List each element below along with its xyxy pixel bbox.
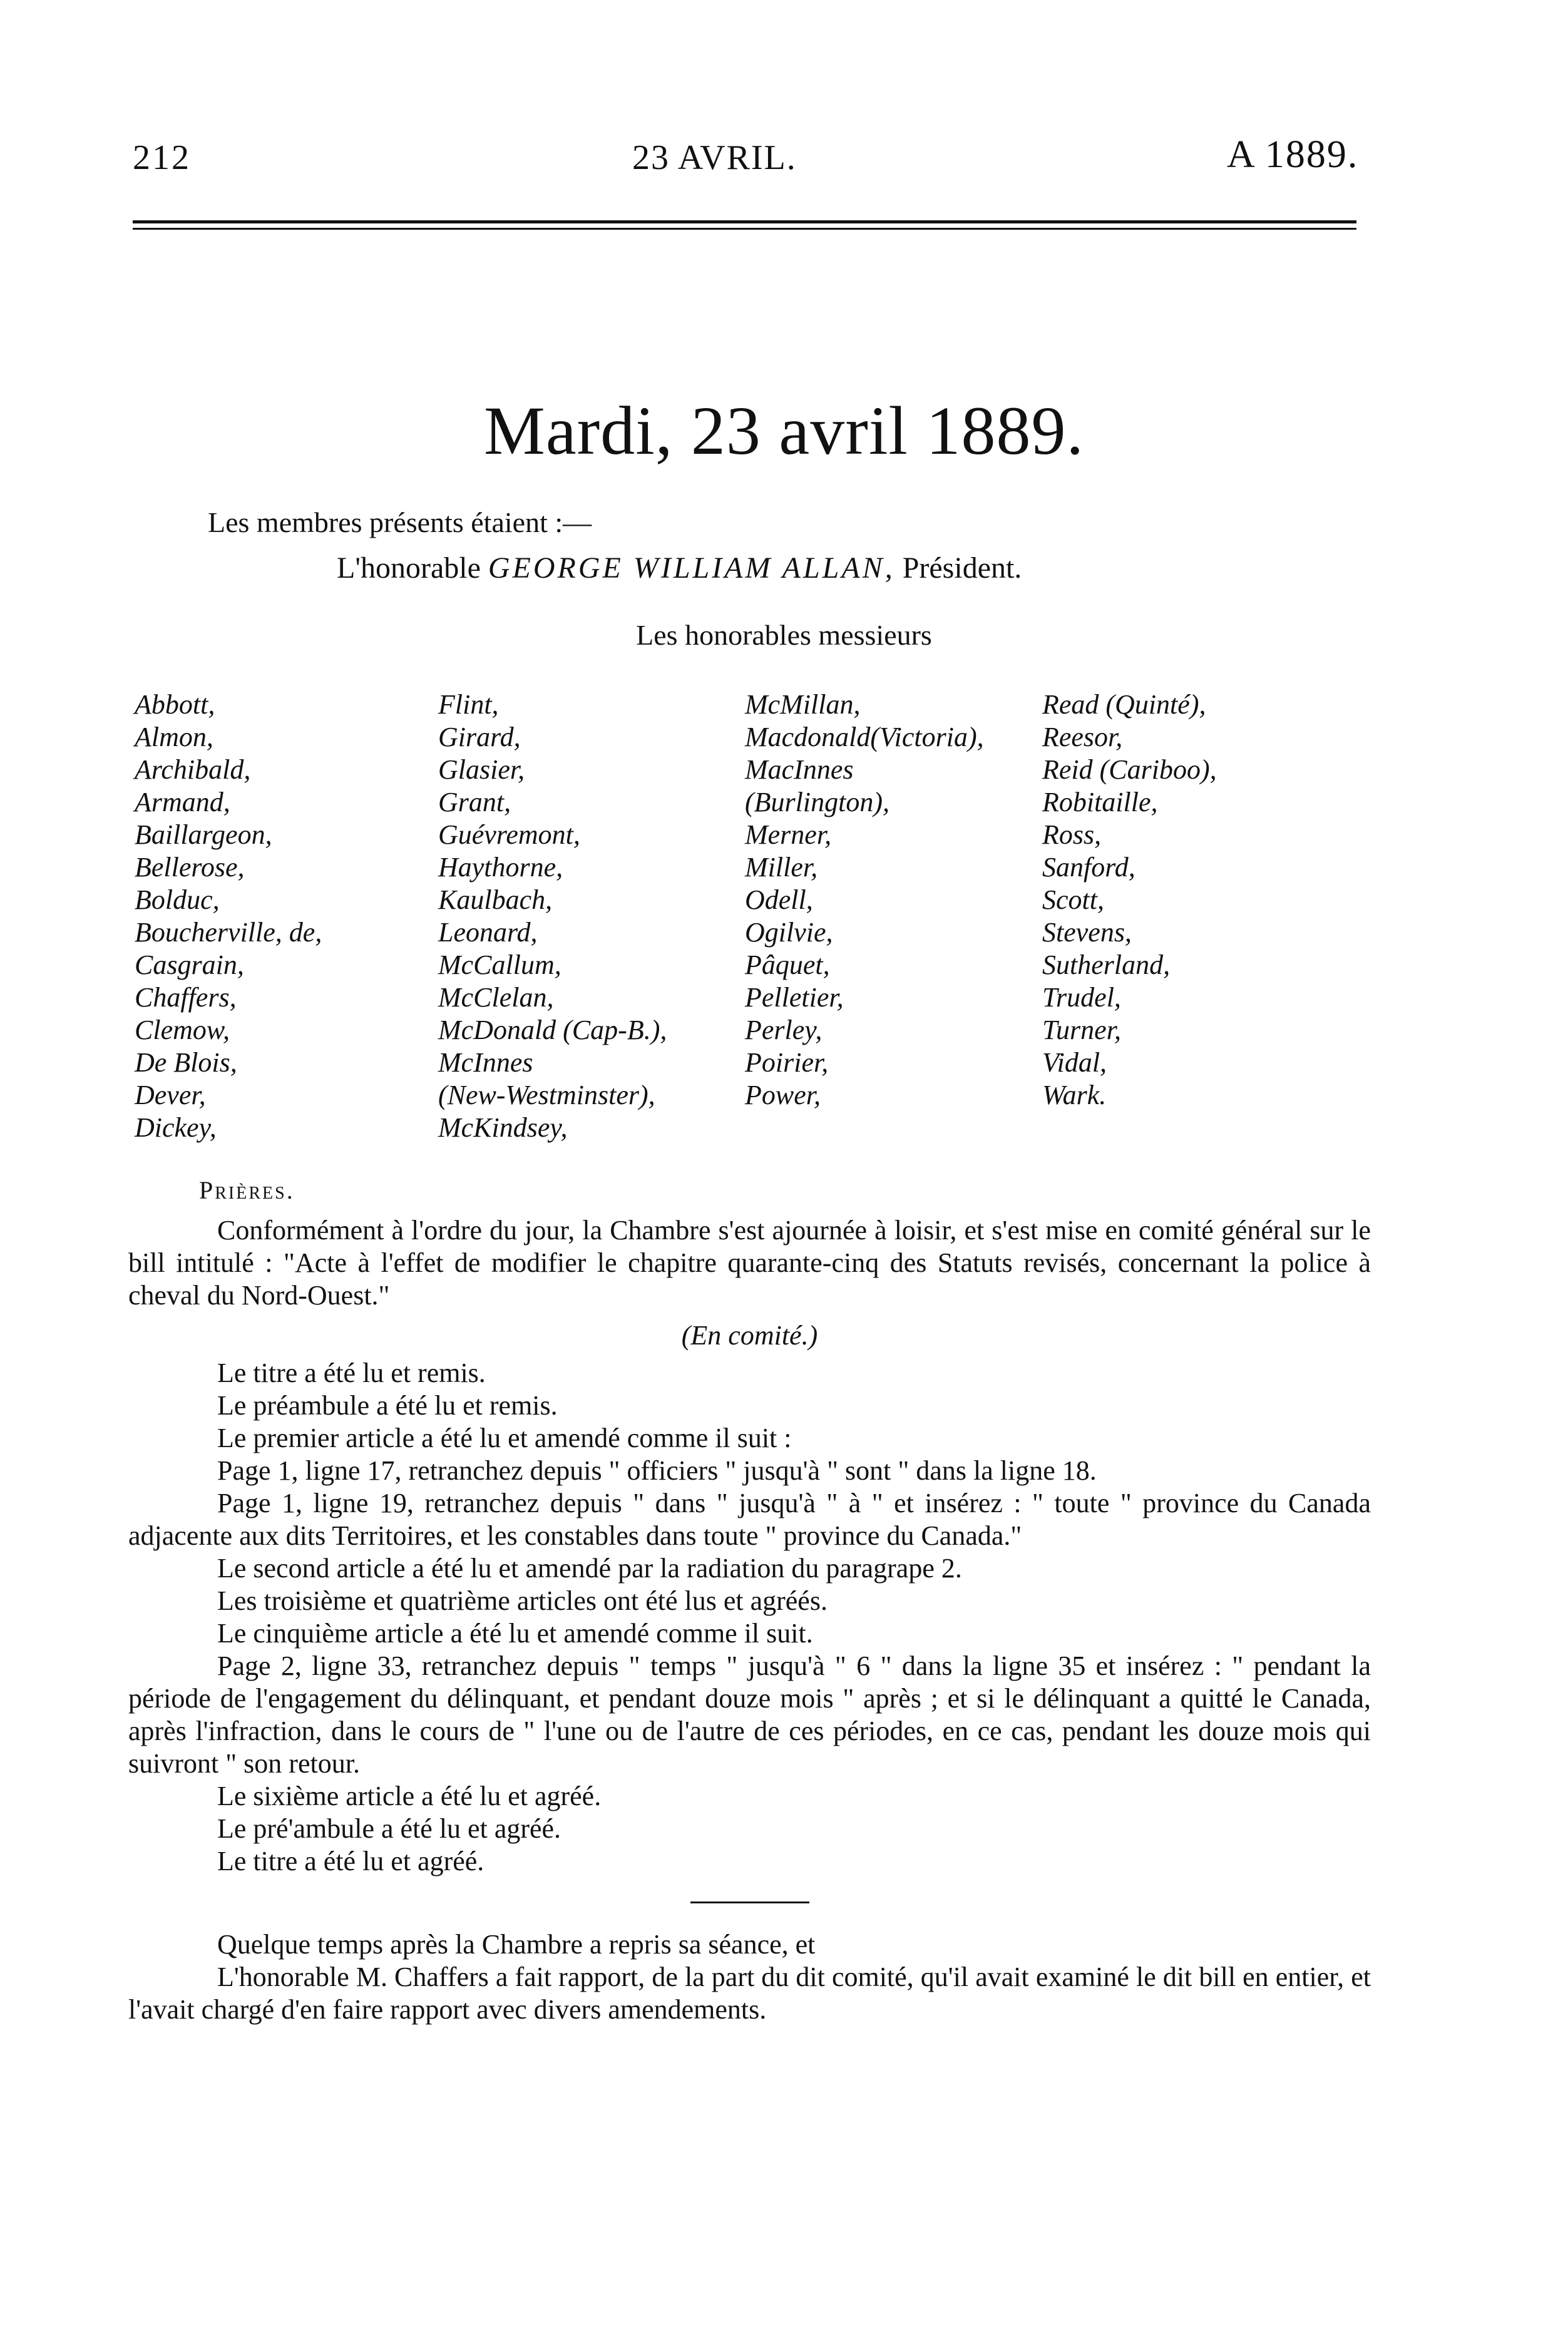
member-name: Haythorne,: [438, 852, 563, 883]
member-name: Armand,: [135, 787, 230, 817]
prieres-heading: Prières.: [199, 1176, 295, 1204]
member-name: Abbott,: [135, 689, 215, 720]
member-name: Bolduc,: [135, 884, 220, 915]
president-prefix: L'honorable: [337, 551, 481, 585]
header-rule-thin: [133, 228, 1356, 230]
member-name: Ogilvie,: [745, 917, 833, 948]
member-name: Stevens,: [1042, 917, 1132, 948]
member-name: Power,: [745, 1080, 821, 1110]
present-intro: Les membres présents étaient :—: [208, 506, 592, 538]
paragraph-page2-ligne33: Page 2, ligne 33, retranchez depuis " temps " jusqu'à " 6 " dans la ligne 35 et insérez : " pendant la période de l'engagement du délinquant, et pendant douze mois " après ; et si le délinquant a quitté le Canada, après l'infraction, dans le cours de " l'une ou de l'autre de ces périodes, en ce cas, pendant les douze mois qui suivront " son retour.: [128, 1651, 1371, 1779]
member-name: (Burlington),: [745, 787, 889, 817]
member-name: Dickey,: [135, 1112, 217, 1143]
member-name: De Blois,: [135, 1047, 237, 1078]
paragraph-ordre-du-jour: Conformément à l'ordre du jour, la Chambre s'est ajournée à loisir, et s'est mise en comité général sur le bill intitulé : "Acte à l'effet de modifier le chapitre quarante-cinq des Statuts revisés, concernant la police à cheval du Nord-Ouest.": [128, 1215, 1371, 1311]
member-name: McMillan,: [745, 689, 861, 720]
member-name: Wark.: [1042, 1080, 1107, 1110]
member-name: (New-Westminster),: [438, 1080, 655, 1110]
page-number: 212: [133, 138, 191, 177]
line-cinquieme-article: Le cinquième article a été lu et amendé comme il suit.: [217, 1618, 813, 1649]
section-separator: [690, 1901, 809, 1903]
messieurs-heading: Les honorables messieurs: [636, 619, 932, 651]
member-name: Perley,: [745, 1015, 822, 1045]
member-name: Vidal,: [1042, 1047, 1107, 1078]
member-name: Odell,: [745, 884, 813, 915]
header-date: 23 AVRIL.: [632, 138, 797, 177]
president-line: [337, 551, 1022, 585]
header-rule-thick: [133, 220, 1356, 223]
member-name: Sutherland,: [1042, 949, 1171, 980]
member-name: Guévremont,: [438, 819, 580, 850]
member-name: McDonald (Cap-B.),: [438, 1015, 667, 1045]
member-name: Leonard,: [438, 917, 538, 948]
member-name: Baillargeon,: [135, 819, 272, 850]
line-preambule-remis: Le préambule a été lu et remis.: [217, 1390, 558, 1421]
member-name: Kaulbach,: [438, 884, 553, 915]
line-titre-agree: Le titre a été lu et agréé.: [217, 1846, 484, 1876]
member-name: Boucherville, de,: [135, 917, 322, 948]
line-premier-article: Le premier article a été lu et amendé comme il suit :: [217, 1423, 792, 1453]
page-title: Mardi, 23 avril 1889.: [484, 392, 1084, 469]
member-name: Scott,: [1042, 884, 1104, 915]
member-name: Casgrain,: [135, 949, 244, 980]
member-name: MacInnes: [745, 754, 854, 785]
member-name: McClelan,: [438, 982, 554, 1013]
president-role: Président.: [902, 551, 1022, 585]
member-name: McCallum,: [438, 949, 561, 980]
member-name: Macdonald(Victoria),: [745, 722, 984, 752]
minutes-body: [128, 1214, 1371, 2026]
member-name: Read (Quinté),: [1042, 689, 1206, 720]
member-name: Merner,: [745, 819, 832, 850]
member-name: Girard,: [438, 722, 521, 752]
member-name: Pâquet,: [745, 949, 830, 980]
line-sixieme-article: Le sixième article a été lu et agréé.: [217, 1781, 602, 1811]
paragraph-page1-ligne19: Page 1, ligne 19, retranchez depuis " dans " jusqu'à " à " et insérez : " toute " province du Canada adjacente aux dits Territoires, et les constables dans toute " province du Canada.": [128, 1488, 1371, 1551]
member-name: Reid (Cariboo),: [1042, 754, 1217, 785]
member-name: Clemow,: [135, 1015, 230, 1045]
line-preambule-agree: Le pré'ambule a été lu et agréé.: [217, 1813, 561, 1844]
members-column-3: [745, 688, 984, 1112]
line-troisieme-quatrieme: Les troisième et quatrième articles ont été lus et agréés.: [217, 1585, 828, 1616]
member-name: Sanford,: [1042, 852, 1135, 883]
member-name: Pelletier,: [745, 982, 844, 1013]
member-name: Ross,: [1042, 819, 1102, 850]
member-name: Poirier,: [745, 1047, 829, 1078]
member-name: McInnes: [438, 1047, 533, 1078]
member-name: Trudel,: [1042, 982, 1121, 1013]
president-name: GEORGE WILLIAM ALLAN,: [488, 551, 895, 585]
header-year: A 1889.: [1227, 133, 1359, 176]
member-name: Dever,: [135, 1080, 206, 1110]
member-name: Glasier,: [438, 754, 525, 785]
line-second-article: Le second article a été lu et amendé par la radiation du paragrape 2.: [217, 1553, 962, 1584]
members-column-4: [1042, 688, 1217, 1112]
paragraph-reprise-seance: Quelque temps après la Chambre a repris sa séance, et: [217, 1929, 816, 1960]
member-name: Chaffers,: [135, 982, 237, 1013]
member-name: Flint,: [438, 689, 499, 720]
running-header: [0, 119, 1568, 194]
member-name: Almon,: [135, 722, 213, 752]
members-column-2: [438, 688, 667, 1144]
member-name: Miller,: [745, 852, 818, 883]
member-name: Grant,: [438, 787, 511, 817]
members-column-1: [135, 688, 322, 1144]
member-name: Turner,: [1042, 1015, 1121, 1045]
en-comite-heading: (En comité.): [681, 1320, 818, 1351]
member-name: Bellerose,: [135, 852, 245, 883]
member-name: Robitaille,: [1042, 787, 1158, 817]
paragraph-page1-ligne17: Page 1, ligne 17, retranchez depuis " officiers " jusqu'à " sont " dans la ligne 18.: [217, 1455, 1097, 1486]
paragraph-rapport-chaffers: L'honorable M. Chaffers a fait rapport, de la part du dit comité, qu'il avait examiné le dit bill en entier, et l'avait chargé d'en faire rapport avec divers amendements.: [128, 1962, 1371, 2025]
member-name: Archibald,: [135, 754, 251, 785]
member-name: McKindsey,: [438, 1112, 568, 1143]
line-titre-remis: Le titre a été lu et remis.: [217, 1358, 486, 1388]
member-name: Reesor,: [1042, 722, 1123, 752]
